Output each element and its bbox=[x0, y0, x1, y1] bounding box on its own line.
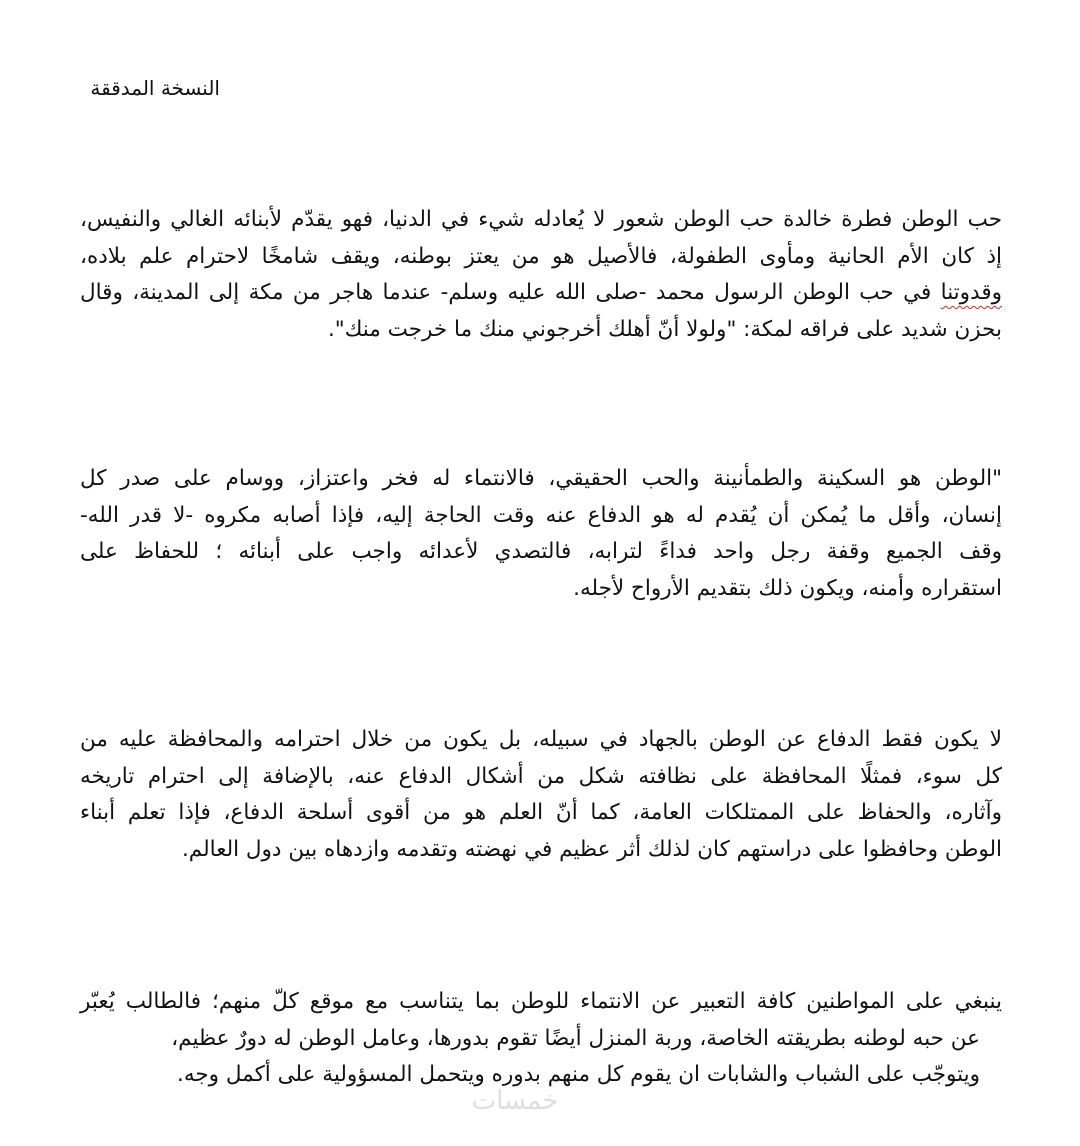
paragraph-line: كل سوء، فمثلًا المحافظة على نظافته شكل من أشكال الدفاع عنه، بالإضافة إلى احترام تاريخه bbox=[80, 763, 1002, 789]
document-title: النسخة المدققة bbox=[90, 76, 220, 100]
paragraph-line bbox=[80, 275, 1002, 312]
paragraph-line: لا يكون فقط الدفاع عن الوطن بالجهاد في سبيله، بل يكون من خلال احترامه والمحافظة عليه من bbox=[80, 727, 1002, 752]
paragraph-line: ينبغي على المواطنين كافة التعبير عن الانتماء للوطن بما يتناسب مع موقع كلّ منهم؛ فالطالب يُعبّر bbox=[80, 989, 1002, 1014]
paragraph-line: إنسان، وأقل ما يُمكن أن يُقدم له هو الدفاع عنه وقت الحاجة إليه، فإذا أصابه مكروه -لا قدر الله- bbox=[80, 502, 1002, 528]
paragraph-1 bbox=[80, 202, 1002, 348]
paragraph-line: ويتوجّب على الشباب والشابات ان يقوم كل منهم بدوره ويتحمل المسؤولية على أكمل وجه. bbox=[176, 1062, 980, 1087]
paragraph-line-text: في حب الوطن الرسول محمد -صلى الله عليه وسلم- عندما هاجر من مكة إلى المدينة، وقال bbox=[80, 280, 941, 305]
paragraph-line: حب الوطن فطرة خالدة حب الوطن شعور لا يُعادله شيء في الدنيا، فهو يقدّم لأبنائه الغالي والنفيس، bbox=[80, 207, 1002, 232]
paragraph-line: إذ كان الأم الحانية ومأوى الطفولة، فالأصيل هو من يعتز بوطنه، ويقف شامخًا لاحترام علم بلاده، bbox=[80, 243, 1002, 269]
spellcheck-flagged-word[interactable]: وقدوتنا bbox=[940, 280, 1002, 305]
paragraph-line: استقراره وأمنه، ويكون ذلك بتقديم الأرواح لأجله. bbox=[573, 575, 1002, 601]
paragraph-line: بحزن شديد على فراقه لمكة: "ولولا أنّ أهلك أخرجوني منك ما خرجت منك". bbox=[327, 316, 1002, 342]
paragraph-2 bbox=[80, 461, 1002, 607]
paragraph-line: وقف الجميع وقفة رجل واحد فداءً لترابه، فالتصدي لأعدائه واجب على أبنائه ؛ للحفاظ على bbox=[80, 539, 1002, 564]
paragraph-line: "الوطن هو السكينة والطمأنينة والحب الحقيقي، فالانتماء له فخر واعتزاز، ووسام على صدر كل bbox=[80, 466, 1002, 491]
paragraph-line: وآثاره، والحفاظ على الممتلكات العامة، كما أنّ العلم هو من أقوى أسلحة الدفاع، فإذا تعلم أبناء bbox=[80, 800, 1002, 825]
paragraph-4 bbox=[80, 984, 1002, 1094]
paragraph-line: عن حبه لوطنه بطريقته الخاصة، وربة المنزل أيضًا تقوم بدورها، وعامل الوطن له دورٌ عظيم، bbox=[171, 1025, 980, 1051]
watermark-logo: خمسات bbox=[471, 1086, 559, 1116]
paragraph-line: الوطن وحافظوا على دراستهم كان لذلك أثر عظيم في نهضته وتقدمه وازدهاه بين دول العالم. bbox=[181, 836, 1002, 862]
paragraph-3 bbox=[80, 722, 1002, 868]
